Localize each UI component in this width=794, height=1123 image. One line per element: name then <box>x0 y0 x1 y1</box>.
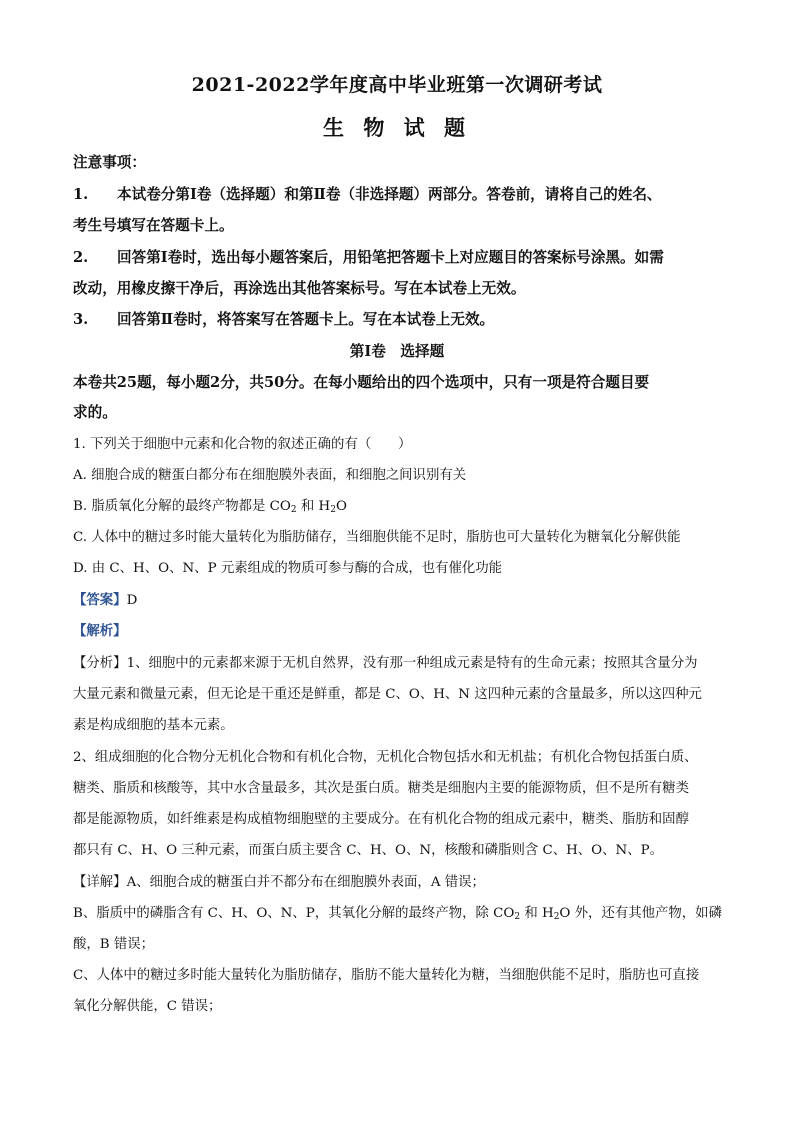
section-instruction-cont: 求的。 <box>73 404 117 421</box>
option-a: A. 细胞合成的糖蛋白都分布在细胞膜外表面，和细胞之间识别有关 <box>73 468 467 483</box>
analysis-p2-l3: 都是能源物质，如纤维素是构成植物细胞壁的主要成分。在有机化合物的组成元素中，糖类、脂肪和固醇 <box>73 812 689 827</box>
exam-title: 2021-2022学年度高中毕业班第一次调研考试 <box>191 74 603 96</box>
subscript: 2 <box>330 505 336 515</box>
option-b-text: B. 脂质氧化分解的最终产物都是 CO <box>73 499 291 514</box>
note-item-3 <box>73 308 733 329</box>
analysis-heading <box>73 620 733 639</box>
analysis-p1-l3: 素是构成细胞的基本元素。 <box>73 718 234 733</box>
note-number: 1. <box>73 186 89 203</box>
detail-text: A、细胞合成的糖蛋白并不都分布在细胞膜外表面，A 错误； <box>126 875 485 890</box>
analysis-text: 1、细胞中的元素都来源于无机自然界，没有那一种组成元素是特有的生命元素；按照其含量分为 <box>126 656 698 671</box>
notes-heading: 注意事项： <box>73 154 146 171</box>
option-d: D. 由 C、H、O、N、P 元素组成的物质可参与酶的合成，也有催化功能 <box>73 561 503 576</box>
analysis-p1-l2: 大量元素和微量元素，但无论是干重还是鲜重，都是 C、O、H、N 这四种元素的含量最多，所以这四种元 <box>73 687 702 702</box>
note-number: 3. <box>73 311 89 328</box>
detail-c-cont: 氧化分解供能，C 错误； <box>73 999 222 1014</box>
note-text: 回答第Ⅱ卷时，将答案写在答题卡上。写在本试卷上无效。 <box>117 311 495 328</box>
subscript: 2 <box>553 912 560 922</box>
detail-text: B、脂质中的磷脂含有 C、H、O、N、P，其氧化分解的最终产物，除 CO <box>73 906 515 921</box>
note-item-2 <box>73 246 733 267</box>
option-b-text: O <box>335 499 347 514</box>
option-c: C. 人体中的糖过多时能大量转化为脂肪储存，当细胞供能不足时，脂肪也可大量转化为糖氧化分解供能 <box>73 530 681 545</box>
answer-value: D <box>126 593 138 608</box>
analysis-label: 【解析】 <box>73 623 127 639</box>
note-item-1-cont: 考生号填写在答题卡上。 <box>73 217 234 234</box>
option-b <box>73 495 733 515</box>
analysis-p2-l4: 都只有 C、H、O 三种元素，而蛋白质主要含 C、H、O、N，核酸和磷脂则含 C、H、O、N、P。 <box>73 843 664 858</box>
question-stem: 1. 下列关于细胞中元素和化合物的叙述正确的有（ ） <box>73 437 412 452</box>
detail-b <box>73 902 733 922</box>
analysis-p2-l2: 糖类、脂质和核酸等，其中水含量最多，其次是蛋白质。糖类是细胞内主要的能源物质，但不是所有糖类 <box>73 781 689 796</box>
subscript: 2 <box>514 912 521 922</box>
detail-text: 和 H <box>520 906 554 921</box>
note-item-2-cont: 改动，用橡皮擦干净后，再涂选出其他答案标号。写在本试卷上无效。 <box>73 280 526 297</box>
note-number: 2. <box>73 249 89 266</box>
section-instruction: 本卷共25题，每小题2分，共50分。在每小题给出的四个选项中，只有一项是符合题目要 <box>73 374 650 391</box>
fenxi-label: 【分析】 <box>73 656 127 671</box>
answer-label: 【答案】 <box>73 592 127 608</box>
analysis-p2: 2、组成细胞的化合物分无机化合物和有机化合物，无机化合物包括水和无机盐；有机化合物包括蛋白质、 <box>73 750 698 765</box>
note-text: 本试卷分第Ⅰ卷（选择题）和第Ⅱ卷（非选择题）两部分。答卷前，请将自己的姓名、 <box>117 186 662 203</box>
subscript: 2 <box>290 505 297 515</box>
detail-a <box>73 871 733 890</box>
detail-c: C、人体中的糖过多时能大量转化为脂肪储存，脂肪不能大量转化为糖，当细胞供能不足时，脂肪也可直接 <box>73 968 700 983</box>
note-item-1 <box>73 183 733 204</box>
detail-b-cont: 酸，B 错误； <box>73 937 155 952</box>
note-text: 回答第Ⅰ卷时，选出每小题答案后，用铅笔把答题卡上对应题目的答案标号涂黑。如需 <box>117 249 664 266</box>
xiangjie-label: 【详解】 <box>73 875 127 890</box>
answer-line <box>73 589 733 608</box>
option-b-text: 和 H <box>296 499 331 514</box>
analysis-p1 <box>73 652 733 671</box>
detail-text: O 外，还有其他产物，如磷 <box>559 906 722 921</box>
section-title: 第Ⅰ卷 选择题 <box>349 343 445 360</box>
exam-subtitle: 生 物 试 题 <box>323 115 471 140</box>
